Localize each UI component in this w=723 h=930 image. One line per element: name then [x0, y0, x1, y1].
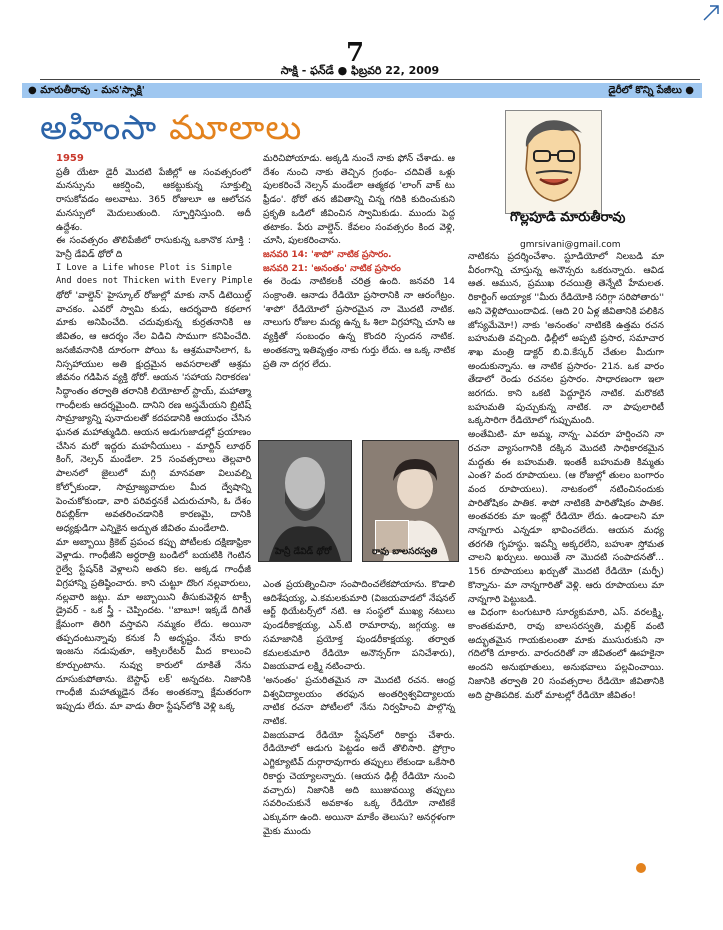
section-band	[22, 83, 702, 98]
author-email[interactable]: gmrsivani@gmail.com	[520, 240, 621, 250]
caption-thoreau: హెన్రీ డేవిడ్ థోరో	[275, 547, 332, 557]
thoreau-photo	[258, 440, 352, 562]
article-title	[40, 108, 302, 156]
paragraph: అంతేమిటి- మా అమ్మ, నాన్న- ఎవరూ హర్షించని నా రచనా వ్యాసంగానికి దక్కిన మొదటి సాధికారకమైన మద్దతు ఈ బహుమతి. ఇంతకీ బహుమతి కిమ్మతు ఎంత? వంద రూపాయలు. (ఆ రోజుల్లో తులం బంగారం వంద రూపాయలు). నాటకంలో నటించినందుకు పారితోషికం పాతిక. శాపో నాటికకి పారితోషికం పాతిక. అంతవరకు మా ఇంట్లో రేడియో లేదు. ఉండాలని మా నాన్నగారు ఎన్నడూ భావించలేదు. ఆయన మధ్య తరగతి గృహస్థు. ఇవన్నీ అక్కరలేని, బహుశా స్తోమత చాలని ఖర్చులు. అయితే నా మొదటి సంపాదనతో... 156 రూపాయలు ఖర్చుతో మొదటి రేడియో (మర్ఫీ) కొన్నాను- మా నాన్నగారితో వెళ్లి. ఆరు రూపాయలు మా నాన్నగారి పెట్టుబడి.	[468, 429, 664, 605]
column-1	[56, 152, 251, 714]
paragraph: 'అనంతం' ప్రచురితమైన నా మొదటి రచన. ఆంధ్ర విశ్వవిద్యాలయం తరఫున అంతర్విశ్వవిద్యాలయ నాటిక రచనా పోటీలలో నేను నిర్వహించి పాల్గొన్న నాటిక.	[263, 674, 455, 728]
column-2-lower	[263, 578, 455, 838]
quote-line-2: And does not Thicken with Every Pimple	[56, 276, 253, 287]
subhead-jan21: జనవరి 21: 'అనంతం' నాటిక ప్రసారం	[263, 262, 401, 274]
paragraph: ఈ రెండు నాటికలకీ చరిత్ర ఉంది. జనవరి 14 సంక్రాంతి. ఆనాడు రేడియో ప్రసారానికి నా ఆరంగేట్రం. 'శాపో' రేడియోలో ప్రసారమైన నా మొదటి నాటిక. నాలుగు రోజుల మద్య ఉన్న ఓ శిలా విగ్రహాన్ని చూసి ఆ వ్యక్తితో సంబంధం ఉన్న కొందరి స్పందన నాటిక. అంతకన్నా ఇతివృత్తం నాకు గుర్తు లేదు. ఆ ఒక్క నాటిక ప్రతి నా దగ్గర లేదు.	[263, 276, 455, 370]
paragraph: మరిచిపోయాడు. అక్కడి నుంచే నాకు ఫోన్ చేశాడు. ఆ దేశం నుంచి నాకు తెచ్చిన గ్రంథం- చదివితే ఒళ్లు పులకరించే నెల్సన్ మండేలా ఆత్మకథ 'లాంగ్ వాక్ టు ఫ్రీడం'. థోరో తన జీవితాన్ని చిన్న గదికి కుదించుకుని ప్రకృతి ఒడిలో జీవించిన స్వామికుడు. ముందు పెద్ద తటాకం. పేరు వాల్డెన్. కేవలం సంవత్సరం కింద వెళ్లి, చూసి, పులకరించాను.	[263, 153, 455, 247]
column-tagline: డైరీలో కొన్ని పేజీలు ●	[608, 85, 694, 96]
column-name: ● మారుతీరావు - మన'స్సాక్షి'	[28, 85, 145, 96]
end-mark-icon	[636, 863, 646, 873]
quote-line-1: I Love a Life whose Plot is Simple	[56, 262, 232, 273]
title-part-2: మూలాలు	[169, 108, 303, 148]
subhead-jan14: జనవరి 14: 'శాపో' నాటిక ప్రసారం.	[263, 248, 392, 260]
header-rule	[40, 79, 700, 80]
column-3	[468, 250, 664, 702]
page-number: 7	[345, 38, 365, 68]
year-heading: 1959	[56, 153, 84, 164]
title-part-1: అహింసా	[40, 108, 170, 148]
author-portrait	[505, 110, 602, 214]
paragraph: ఆ విధంగా టంగుటూరి సూర్యకుమారి, ఎస్. వరలక్ష్మి, కాంతకుమారి, రావు బాలసరస్వతి, మల్లిక్ వంటి అద్భుతమైన గాయకులంతా మాకు ముసురుకుని నా గదిలోకి దూకారు. వారందరితో నా జీవితంలో ఊహకైనా అందని అనుభూతులు, అనుభవాలు పల్లవించాయి. నిజానికి తర్వాతి 20 సంవత్సరాల రేడియో జీవితానికి అది ప్రాతిపదిక. మరో మాటల్లో రేడియో జీవితం!	[468, 607, 664, 701]
paragraph: ఎంత ప్రయత్నించినా సంపాదించలేకపోయాను. కొడాలి ఆదిశేషయ్య, ఎ.కమలకుమారి (విజయవాడలో నేషనల్ ఆర్ట్ థియేటర్స్‌లో నటి. ఆ సంస్థలో ముఖ్య నటులు పుండరీకాక్షయ్య, ఎన్.టి రామారావు, జగ్గయ్య. ఆ సమాజానికి ప్రయోక్త పుండరీకాక్షయ్య. తర్వాత కమలకుమారి రేడియో అనౌన్సర్‌గా పనిచేశారు), విజయవాడ లక్ష్మి నటించారు.	[263, 579, 455, 673]
caption-balasaraswathi: రావు బాలసరస్వతి	[372, 547, 438, 557]
paragraph: నాటికను ప్రదర్శించేశాం. స్టూడియోలో నిలబడి మా వీరంగాన్ని చూస్తున్న అనౌన్సరు ఒకరున్నారు. ఆవిడ ఆత. ఆమున, ప్రముఖ రచయిత్రి తెన్నేటి హేమలత. రికార్డింగ్ అయ్యాక ''మీరు రేడియోకి సరిగ్గా సరిపోతారు'' అని వెళ్లిపోయిందావిడ. (ఆది 20 ఏళ్ల జీవితానికి పలికిన జోస్యమేమో!) నాకు 'అనంతం' నాటికకి ఉత్తమ రచన బహుమతి వచ్చింది. ఢిల్లీలో అప్పటి ప్రసార, సమాచార శాఖ మంత్రి డాక్టర్ బి.వి.కేస్కర్ చేతుల మీదుగా అందుకున్నాను. ఆ నాటిక ప్రసారం- 21న. ఒక వారం తేడాలో రెండు రచనల ప్రసారం. సాధారణంగా ఇలా జరగదు. కాని ఒకటి పెద్దూరైన నాటిక. మరొకటి బహుమతి పుచ్చుకున్న నాటిక. నా పాపులారిటీ ఒక్కసారిగా రేడియోలో గుప్పుమంది.	[468, 251, 664, 427]
column-2	[263, 152, 455, 371]
masthead: సాక్షి - ఫన్‌డే ● ఫిబ్రవరి 22, 2009	[280, 64, 440, 77]
paragraph: థోరో 'వాల్డెన్' హైస్కూల్ రోజుల్లో మాకు నాన్ డిటెయిల్డ్ వాచకం. ఎవరో స్వామి కుడు, ఆదర్శవాది కథలాగ మాకు అనిపించేది. చదువుకున్న కుర్రతనానికి ఆ జీవితం, ఆ ఆదర్శం నేల విడిచి సాముగా కనిపించేది. జనజీవనానికి దూరంగా పోయి ఓ ఆశ్రమవాసిలాగ, ఓ నిస్సహాయుల అతి క్షుద్రమైన అవసరాలతో ఆశ్రమ జీవనం గడిపిన వ్యక్తి థోరో. ఆయన 'సహాయ నిరాకరణ' సిద్ధాంతం తర్వాతి తరానికి లియోటాల్ స్టాయ్, మహాత్మా గాంధీలకు ఆదర్శమైంది. దానిని రణ అస్త్రమేయని బ్రిటిష్ సామ్రాజ్యాన్ని పునాదులతో కదపడానికి ఆయుధం చేసిన ఘనత మహాత్ముడిది. ఆయన అడుగుజాడల్లో ప్రయాణం చేసిన మరో ఇద్దరు మహనీయులు - మార్టిన్ లూథర్ కింగ్, నెల్సన్ మండేలా. 25 సంవత్సరాలు తెల్లవారి పాలనలో జైలులో మగ్గి మానవతా విలువల్ని కోల్పోకుండా, సామ్రాజ్యవాదుల మీద ద్వేషాన్ని పెంచుకోకుండా, వారి పరివర్తనకే ఎదురుచూసి, ఓ దేశం రిపబ్లిక్‌గా అవతరించడానికి కారణమై, దానికి అధ్యక్షుడిగా ఎన్నికైన అద్భుత జీవితం మండేలాది.	[56, 290, 251, 534]
paragraph: మా అబ్బాయి క్రికెట్ ప్రపంచ కప్పు పోటీలకు దక్షిణాఫ్రికా వెళ్లాడు. గాంధీజీని అర్ధరాత్రి బండిలో బయటికి గెంటిన రైల్వే స్టేషన్‌కి వెళ్లాలని అతని కల. అక్కడ గాంధీజీ విగ్రహాన్ని ప్రతిష్ఠించారు. కాని చుట్టూ దొంగ నల్లవారులు, నల్లవారి జట్లు. మా అబ్బాయిని తీసుకువెళ్లిన టాక్సీ డ్రైవర్ - ఒక స్త్రీ - చెప్పిందట. ''బాబూ! ఇక్కడే దిగితే క్షేమంగా తిరిగి వస్తావని నమ్మకం లేదు. అయినా తప్పదంటున్నావు కనుక నీ అదృష్టం. నేను కారు ఇంజను నడుపుతూ, ఆక్సిలరేటర్ మీద కాలుంచి కూర్చుంటాను. నువ్వు కారులో దూకితే నేను దూసుకుపోతాను. బెస్టాఫ్ లక్' అన్నదట. నిజానికి గాంధీజీ మహాత్ముడైన దేశం అంతకన్నా క్షేమతరంగా ఇప్పుడు లేదు. మా వాడు తీరా స్టేషన్‌లోకి వెళ్లి ఒక్క	[56, 536, 251, 713]
paragraph: ఈ సంవత్సరం తొలిపేజీలో రాసుకున్న ఒకానొక సూక్తి : హెన్రీ డేవిడ్ థోరో ది	[56, 235, 251, 260]
paragraph: ప్రతీ యేటా డైరీ మొదటి పేజీల్లో ఆ సంవత్సరంలో మనస్సును ఆకర్షించి, ఆకట్టుకున్న సూక్తుల్ని రాసుకోవడం అలవాటు. 365 రోజులూ ఆ ఆలోచన మనస్సులో మెదులుతుంది. స్ఫూర్తినిస్తుంది. అదీ ఉద్దేశం.	[56, 166, 251, 233]
paragraph: విజయవాడ రేడియో స్టేషన్‌లో రికార్డు చేశారు. రేడియోలో ఆడుగు పెట్టడం అదే తొలిసారి. ప్రోగ్రాం ఎగ్జిక్యూటివ్ దుర్గారావుగారు తప్పులు లేకుండా ఒకేసారి రికార్డు చెయ్యాలన్నారు. (ఆయన ఢిల్లీ రేడియో నుంచి వచ్చారు) నిజానికి అది ఋజువయ్యి తప్పులు సవరించుకునే అవకాశం ఒక్క రేడియో నాటికకే ఎక్కువగా ఉంది. అయినా మాకేం తెలుసు? అనర్గళంగా మైకు ముందు	[263, 729, 455, 837]
corner-mark-icon	[702, 4, 720, 22]
author-name: గొల్లపూడి మారుతీరావు	[510, 210, 626, 225]
